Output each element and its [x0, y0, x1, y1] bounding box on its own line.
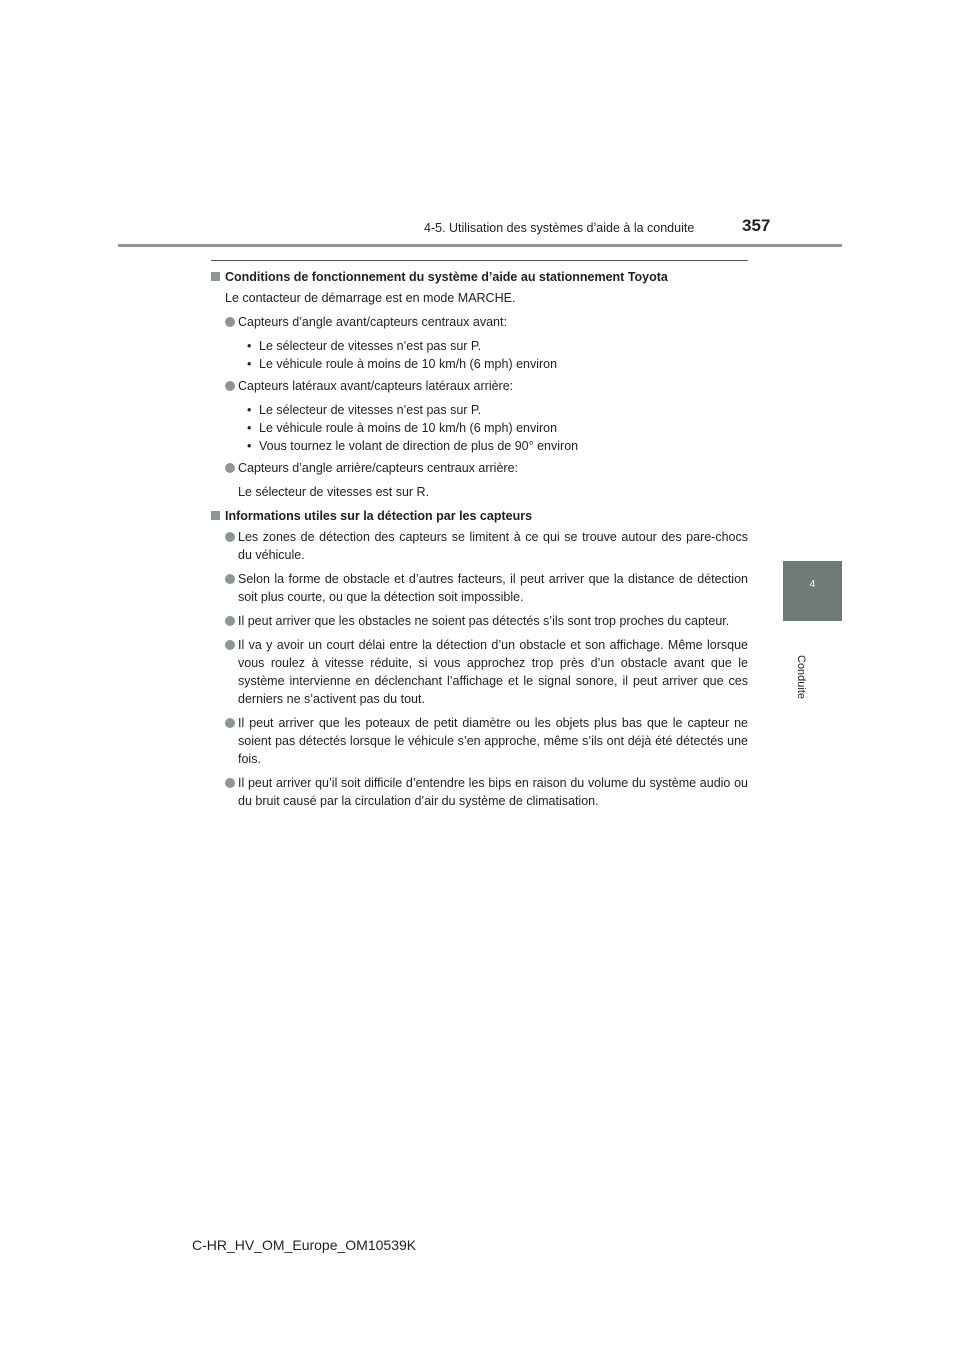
- sub-list: [211, 401, 748, 455]
- sub-list: [211, 337, 748, 373]
- round-bullet-icon: [225, 616, 235, 626]
- list-item-text: Il peut arriver que les poteaux de petit diamètre ou les objets plus bas que le capteur ne soient pas détectés lorsque le véhicule s’en approche, même s’ils ont déjà été détectés une fois.: [238, 716, 748, 766]
- content-rule: [211, 260, 748, 261]
- square-bullet-icon: [211, 272, 220, 281]
- list-item: [211, 459, 748, 477]
- document-code: C-HR_HV_OM_Europe_OM10539K: [192, 1237, 417, 1253]
- sub-list-item-text: Le véhicule roule à moins de 10 km/h (6 mph) environ: [259, 357, 558, 371]
- section-intro: Le contacteur de démarrage est en mode MARCHE.: [225, 291, 516, 305]
- list-item-text: Capteurs d’angle avant/capteurs centraux avant:: [238, 315, 507, 329]
- header-section-title: 4-5. Utilisation des systèmes d’aide à la conduite: [424, 221, 695, 235]
- small-bullet-icon: •: [247, 403, 252, 417]
- small-bullet-icon: •: [247, 357, 252, 371]
- sub-list-item: [247, 437, 748, 455]
- round-bullet-icon: [225, 640, 235, 650]
- list-item-text: Capteurs d’angle arrière/capteurs centraux arrière:: [238, 461, 518, 475]
- list-item-text: Il va y avoir un court délai entre la détection d’un obstacle et son affichage. Même lorsque vous roulez à vitesse réduite, si vous approchez trop près d’un obstacle avant que le système intervienne en déclenchant l’affichage et le signal sonore, il peut arriver que ces derniers ne s’activent pas du tout.: [238, 638, 748, 706]
- round-bullet-icon: [225, 574, 235, 584]
- small-bullet-icon: •: [247, 421, 252, 435]
- section-title: Informations utiles sur la détection par les capteurs: [225, 509, 533, 523]
- square-bullet-icon: [211, 511, 220, 520]
- page-content: [211, 268, 748, 816]
- page-number: 357: [742, 216, 771, 235]
- section-heading: [211, 268, 748, 286]
- list-item: [211, 377, 748, 395]
- list-item: [211, 774, 748, 810]
- list-item: [211, 612, 748, 630]
- list-item-detail: Le sélecteur de vitesses est sur R.: [238, 485, 430, 499]
- sub-list-item: [247, 419, 748, 437]
- list-item-text: Il peut arriver qu’il soit difficile d’entendre les bips en raison du volume du système audio ou du bruit causé par la circulation d’air du système de climatisation.: [238, 776, 748, 808]
- list-item: [211, 313, 748, 331]
- round-bullet-icon: [225, 381, 235, 391]
- round-bullet-icon: [225, 532, 235, 542]
- list-item: [211, 714, 748, 768]
- sub-list-item: [247, 337, 748, 355]
- small-bullet-icon: •: [247, 439, 252, 453]
- section-heading: [211, 507, 748, 525]
- sub-list-item-text: Le véhicule roule à moins de 10 km/h (6 mph) environ: [259, 421, 558, 435]
- section-title: Conditions de fonctionnement du système d’aide au stationnement Toyota: [225, 270, 668, 284]
- chapter-tab: [783, 561, 842, 621]
- sub-list-item-text: Le sélecteur de vitesses n’est pas sur P.: [259, 339, 482, 353]
- sub-list-item: [247, 355, 748, 373]
- list-item-text: Il peut arriver que les obstacles ne soient pas détectés s’ils sont trop proches du capteur.: [238, 614, 730, 628]
- list-item-text: Selon la forme de obstacle et d’autres facteurs, il peut arriver que la distance de détection soit plus courte, ou que la détection soit impossible.: [238, 572, 748, 604]
- list-item: [211, 570, 748, 606]
- sub-list-item: [247, 401, 748, 419]
- sub-list-item-text: Le sélecteur de vitesses n’est pas sur P.: [259, 403, 482, 417]
- header-rule: [118, 244, 842, 247]
- list-item: [211, 636, 748, 708]
- round-bullet-icon: [225, 463, 235, 473]
- round-bullet-icon: [225, 718, 235, 728]
- round-bullet-icon: [225, 317, 235, 327]
- small-bullet-icon: •: [247, 339, 252, 353]
- chapter-number: 4: [809, 579, 816, 590]
- round-bullet-icon: [225, 778, 235, 788]
- list-item-text: Capteurs latéraux avant/capteurs latéraux arrière:: [238, 379, 514, 393]
- sub-list-item-text: Vous tournez le volant de direction de plus de 90° environ: [259, 439, 579, 453]
- chapter-label: Conduite: [795, 655, 807, 700]
- chapter-label-container: [795, 655, 807, 715]
- list-item-text: Les zones de détection des capteurs se limitent à ce qui se trouve autour des pare-chocs du véhicule.: [238, 530, 748, 562]
- list-item: [211, 528, 748, 564]
